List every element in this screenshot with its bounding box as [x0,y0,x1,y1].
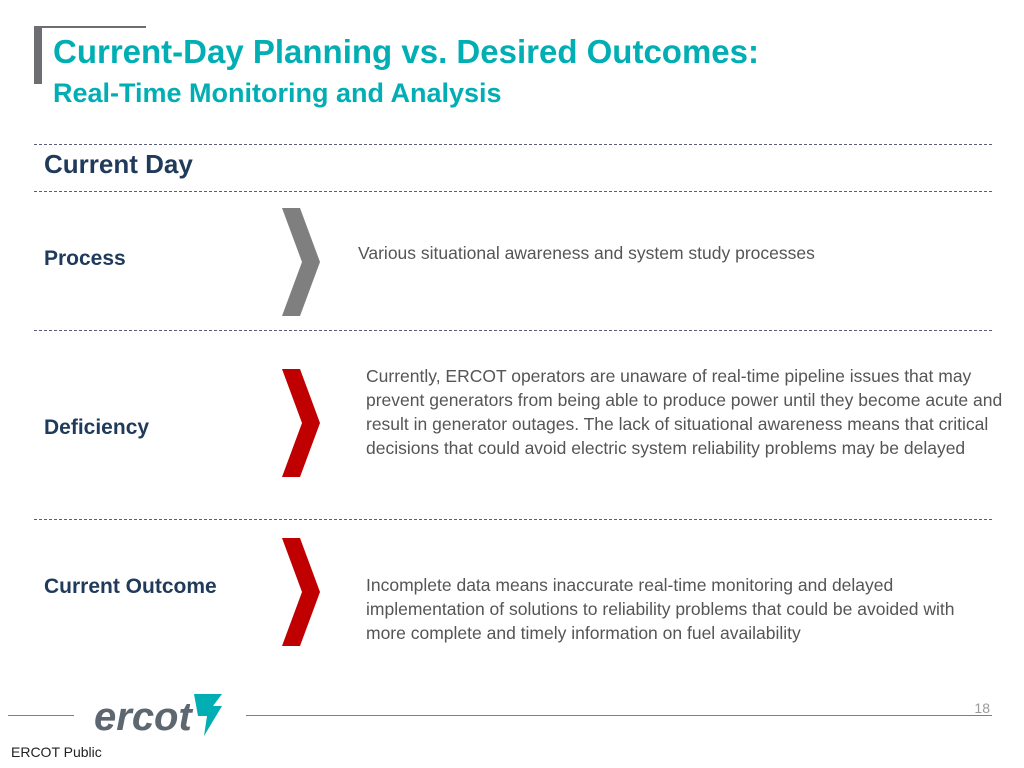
logo-wordmark: ercot [94,695,192,739]
chevron-right-icon [282,208,322,316]
title-accent-vertical [34,26,42,84]
row-label-current-outcome: Current Outcome [44,575,217,598]
chevron-right-icon [282,538,322,646]
row-text-current-outcome: Incomplete data means inaccurate real-time monitoring and delayed implementation of solutions to reliability problems that could be avoided with more complete and timely information on fuel availability [366,575,955,643]
divider-deficiency [34,519,992,520]
title-accent-horizontal [34,26,146,28]
footer-rule-right [246,715,992,716]
divider-after-heading [34,191,992,192]
divider-top [34,144,992,145]
ercot-logo [94,686,230,742]
divider-process [34,330,992,331]
lightning-mark-icon [194,694,222,736]
section-heading: Current Day [44,149,193,179]
row-text-deficiency: Currently, ERCOT operators are unaware of real-time pipeline issues that may prevent generators from being able to produce power until they become acute and result in generator outages. The lack of situational awareness means that critical decisions that could avoid electric system reliability problems may be delayed [366,366,1003,458]
footer-classification: ERCOT Public [11,744,102,760]
row-label-process: Process [44,247,126,270]
row-text-process: Various situational awareness and system study processes [358,243,815,263]
row-label-deficiency: Deficiency [44,416,150,439]
chevron-right-icon [282,369,322,477]
slide-title: Current-Day Planning vs. Desired Outcomes: [53,33,760,70]
page-number: 18 [974,700,990,716]
footer-rule-left [8,715,74,716]
slide-subtitle: Real-Time Monitoring and Analysis [53,78,502,108]
